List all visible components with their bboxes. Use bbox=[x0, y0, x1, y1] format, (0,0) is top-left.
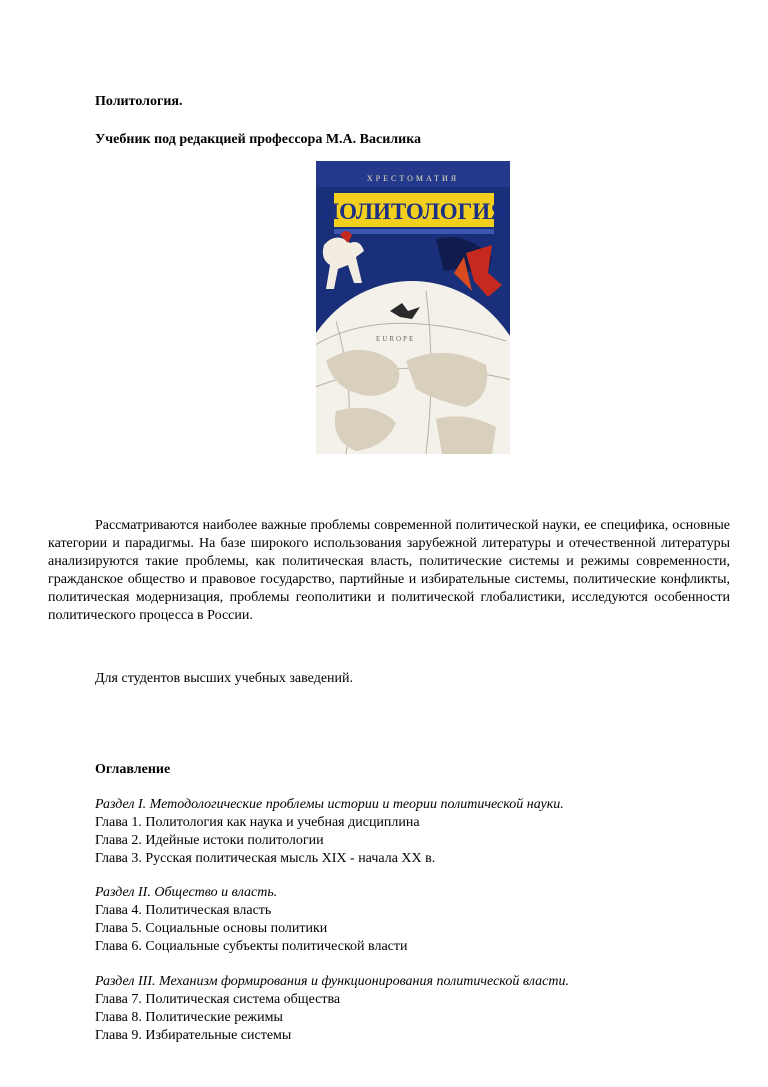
toc-chapter: Глава 9. Избирательные системы bbox=[95, 1028, 292, 1043]
book-cover-image bbox=[316, 161, 510, 454]
toc-section-title: Раздел III. Механизм формирования и функционирования политической власти. bbox=[95, 974, 569, 989]
toc-chapter: Глава 2. Идейные истоки политологии bbox=[95, 833, 324, 848]
cover-title: ПОЛИТОЛОГИЯ bbox=[321, 199, 507, 224]
toc-section-title: Раздел II. Общество и власть. bbox=[95, 885, 278, 900]
toc-section-title: Раздел I. Методологические проблемы истории и теории политической науки. bbox=[95, 797, 564, 812]
toc-chapter: Глава 4. Политическая власть bbox=[95, 903, 272, 918]
toc-chapter: Глава 1. Политология как наука и учебная дисциплина bbox=[95, 815, 420, 830]
book-subtitle: Учебник под редакцией профессора М.А. Василика bbox=[95, 132, 422, 147]
abstract-paragraph: Рассматриваются наиболее важные проблемы современной политической науки, ее специфика, основные категории и парадигмы. На базе широкого использования зарубежной литературы и отечественной литературы анализируются такие проблемы, как политическая власть, политические системы и режимы современности, гражданское общество и правовое государство, партийные и избирательные системы, политические конфликты, политическая модернизация, проблемы геополитики и политической глобалистики, исследуются особенности политического процесса в России. bbox=[48, 518, 730, 623]
toc-chapter: Глава 6. Социальные субъекты политической власти bbox=[95, 939, 408, 954]
toc-chapter: Глава 7. Политическая система общества bbox=[95, 992, 341, 1007]
toc-heading: Оглавление bbox=[95, 762, 171, 777]
toc-chapter: Глава 3. Русская политическая мысль XIX - начала XX в. bbox=[95, 851, 436, 866]
toc-chapter: Глава 5. Социальные основы политики bbox=[95, 921, 328, 936]
cover-map-label: EUROPE bbox=[376, 335, 416, 343]
cover-series-label: ХРЕСТОМАТИЯ bbox=[366, 174, 460, 183]
book-title: Политология. bbox=[95, 94, 183, 109]
toc-chapter: Глава 8. Политические режимы bbox=[95, 1010, 283, 1025]
audience-note: Для студентов высших учебных заведений. bbox=[95, 671, 354, 686]
